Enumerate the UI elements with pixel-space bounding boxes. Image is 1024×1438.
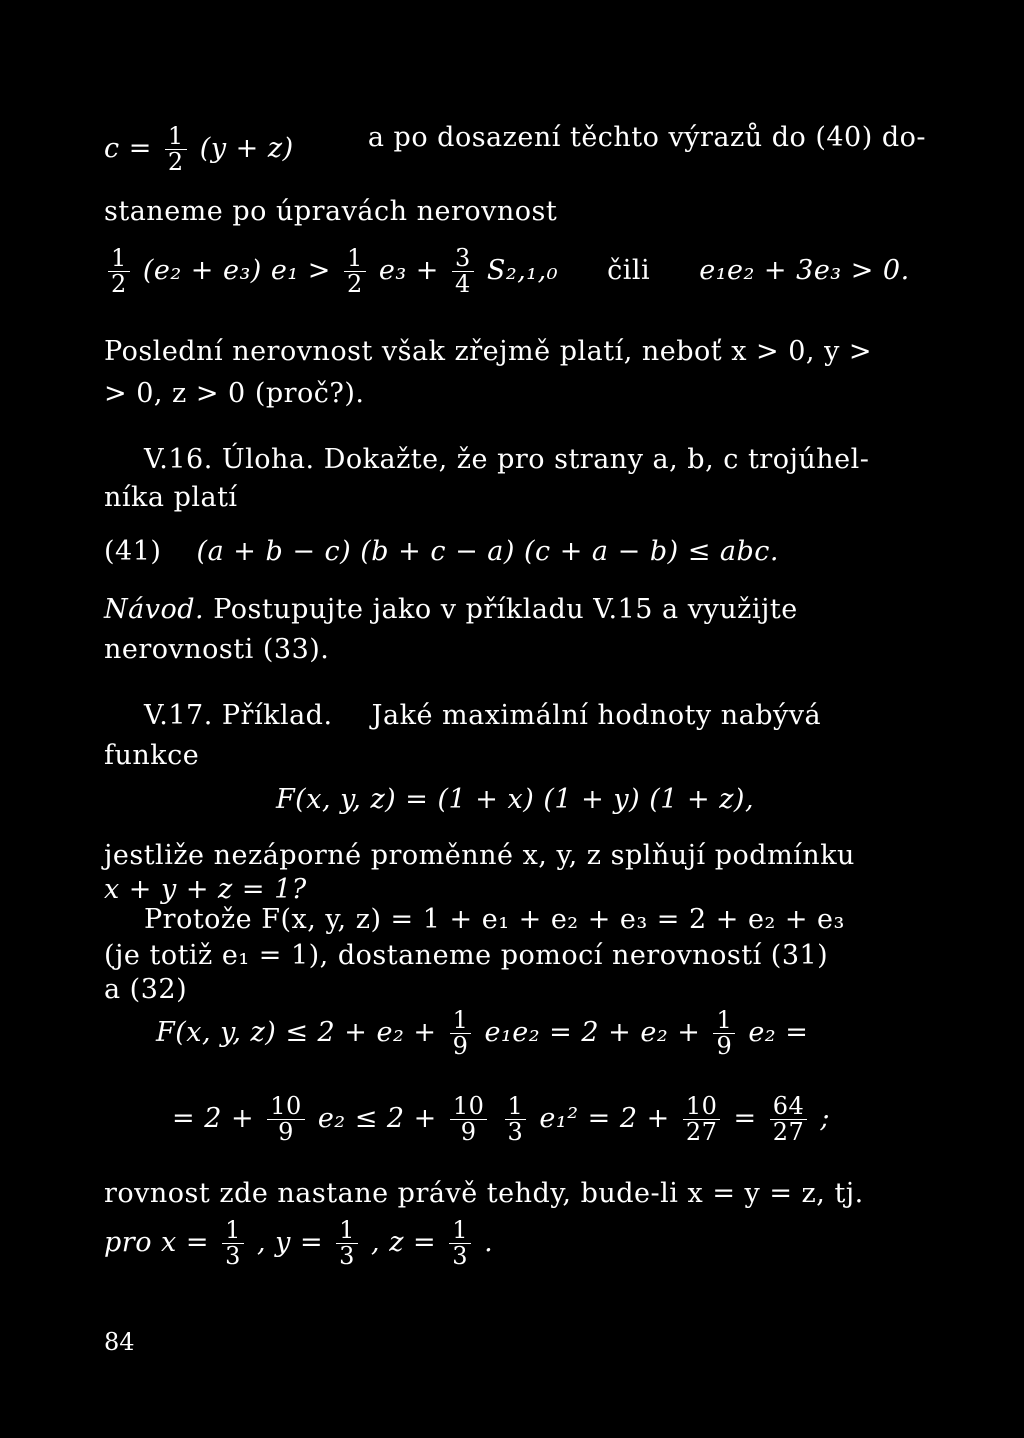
example-heading: V.17. Příklad. Jaké maximální hodnoty nabývá [104,702,821,729]
since-line-3: a (32) [104,974,188,1005]
equation-41: (41) (a + b − c) (b + c − a) (c + a − b) ≤ abc. [104,536,780,567]
text-line-1: c = $\frac{1}{2}$ (y + z) a po dosazení těchto výrazů do (40) do- [104,122,926,177]
equation-line: $\frac{1}{2}$ (e₂ + e₃) e₁ > $\frac{1}{2}$ e₃ + $\frac{3}{4}$ S₂,₁,₀ čili e₁e₂ + 3e₃ > 0. [104,246,910,297]
task-title: V.16. Úloha. [144,444,315,475]
example-title: V.17. Příklad. [144,700,333,731]
expr-c: c = [104,133,152,165]
task-line-2: níka platí [104,482,238,513]
since-line-2: (je totiž e₁ = 1), dostaneme pomocí nerovností (31) [104,940,829,971]
function-definition: F(x, y, z) = (1 + x) (1 + y) (1 + z), [275,784,755,815]
since-line: Protože F(x, y, z) = 1 + e₁ + e₂ + e₃ = 2 + e₂ + e₃ [144,904,845,935]
inequality-line-2: = 2 + $\frac{10}{9}$ e₂ ≤ 2 + $\frac{10}{9}$ $\frac{1}{3}$ e₁² = 2 + $\frac{10}{27}$ = $\frac{64}{27}$ ; [172,1092,830,1147]
example-line-2: funkce [104,740,200,771]
text-run: a po dosazení těchto výrazů do (40) do- [367,122,926,153]
hint-line-2: nerovnosti (33). [104,634,330,665]
pro-line: pro x = $\frac{1}{3}$ , y = $\frac{1}{3}$ , z = $\frac{1}{3}$ . [104,1216,494,1271]
equality-line: rovnost zde nastane právě tehdy, bude-li x = y = z, tj. [104,1178,864,1209]
fraction: $\frac{1}{2}$ [165,124,187,175]
task-heading: V.16. Úloha. Dokažte, že pro strany a, b, c trojúhel- [144,444,870,475]
page-number: 84 [104,1328,135,1356]
hint-line: Návod. Postupujte jako v příkladu V.15 a využijte [104,594,798,625]
condition-line-2: x + y + z = 1? [104,874,307,905]
text-line-2: staneme po úpravách nerovnost [104,196,558,227]
inequality-line-1: F(x, y, z) ≤ 2 + e₂ + $\frac{1}{9}$ e₁e₂ = 2 + e₂ + $\frac{1}{9}$ e₂ = [156,1006,809,1061]
equation-label: (41) [104,536,162,567]
hint-label: Návod. [104,594,205,625]
text-line-5: > 0, z > 0 (proč?). [104,378,365,409]
text-line-4: Poslední nerovnost však zřejmě platí, neboť x > 0, y > [104,336,873,367]
condition-line: jestliže nezáporné proměnné x, y, z splňují podmínku [104,840,855,871]
